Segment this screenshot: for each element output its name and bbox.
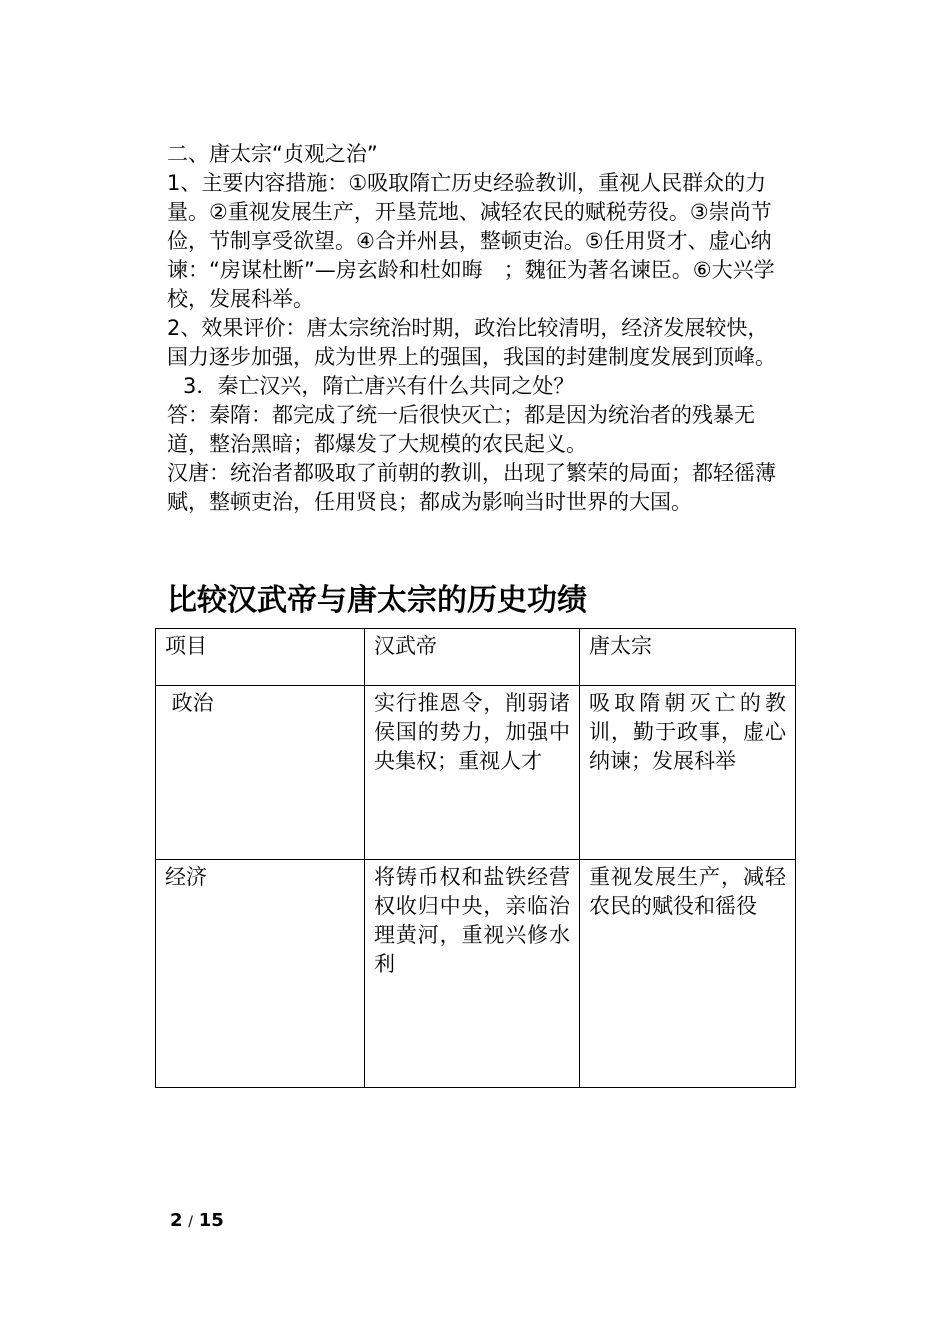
cell-han-wudi-economy: 将铸币权和盐铁经营权收归中央，亲临治理黄河，重视兴修水利 xyxy=(365,860,580,1088)
header-item: 项目 xyxy=(156,629,365,686)
current-page-number: 2 xyxy=(170,1210,183,1231)
row-label-politics: 政治 xyxy=(156,686,365,860)
total-pages-number: 15 xyxy=(198,1210,224,1231)
table-row-economy xyxy=(156,860,796,1088)
question-paragraph: 3．秦亡汉兴，隋亡唐兴有什么共同之处？ xyxy=(183,374,575,398)
header-tang-taizong: 唐太宗 xyxy=(580,629,796,686)
comparison-table xyxy=(155,628,796,1088)
cell-tang-taizong-politics: 吸取隋朝灭亡的教训，勤于政事，虚心纳谏；发展科举 xyxy=(580,686,796,860)
comparison-title: 比较汉武帝与唐太宗的历史功绩 xyxy=(167,583,587,618)
answer-qin-sui-paragraph: 答：秦隋：都完成了统一后很快灭亡；都是因为统治者的残暴无道，整治黑暗；都爆发了大规模的农民起义。 xyxy=(167,403,755,456)
table-header-row xyxy=(156,629,796,686)
page-number xyxy=(170,1209,224,1234)
evaluation-paragraph: 2、效果评价：唐太宗统治时期，政治比较清明，经济发展较快，国力逐步加强，成为世界上的强国，我国的封建制度发展到顶峰。 xyxy=(167,316,776,369)
answer-han-tang-paragraph: 汉唐：统治者都吸取了前朝的教训，出现了繁荣的局面；都轻徭薄赋，整顿吏治，任用贤良；都成为影响当时世界的大国。 xyxy=(167,461,776,514)
cell-han-wudi-politics: 实行推恩令，削弱诸侯国的势力，加强中央集权；重视人才 xyxy=(365,686,580,860)
cell-tang-taizong-economy: 重视发展生产，减轻农民的赋役和徭役 xyxy=(580,860,796,1088)
table-row-politics xyxy=(156,686,796,860)
header-han-wudi: 汉武帝 xyxy=(365,629,580,686)
section-text xyxy=(167,140,787,517)
measures-paragraph: 1、主要内容措施：①吸取隋亡历史经验教训，重视人民群众的力量。②重视发展生产，开垦荒地、减轻农民的赋税劳役。③崇尚节俭，节制享受欲望。④合并州县，整顿吏治。⑤任用贤才、虚心纳谏：“房谋杜断”—房玄龄和杜如晦 ；魏征为著名谏臣。⑥大兴学校，发展科举。 xyxy=(167,171,775,311)
section-heading: 二、唐太宗“贞观之治” xyxy=(167,142,378,166)
page-separator: / xyxy=(188,1214,193,1230)
row-label-economy: 经济 xyxy=(156,860,365,1088)
